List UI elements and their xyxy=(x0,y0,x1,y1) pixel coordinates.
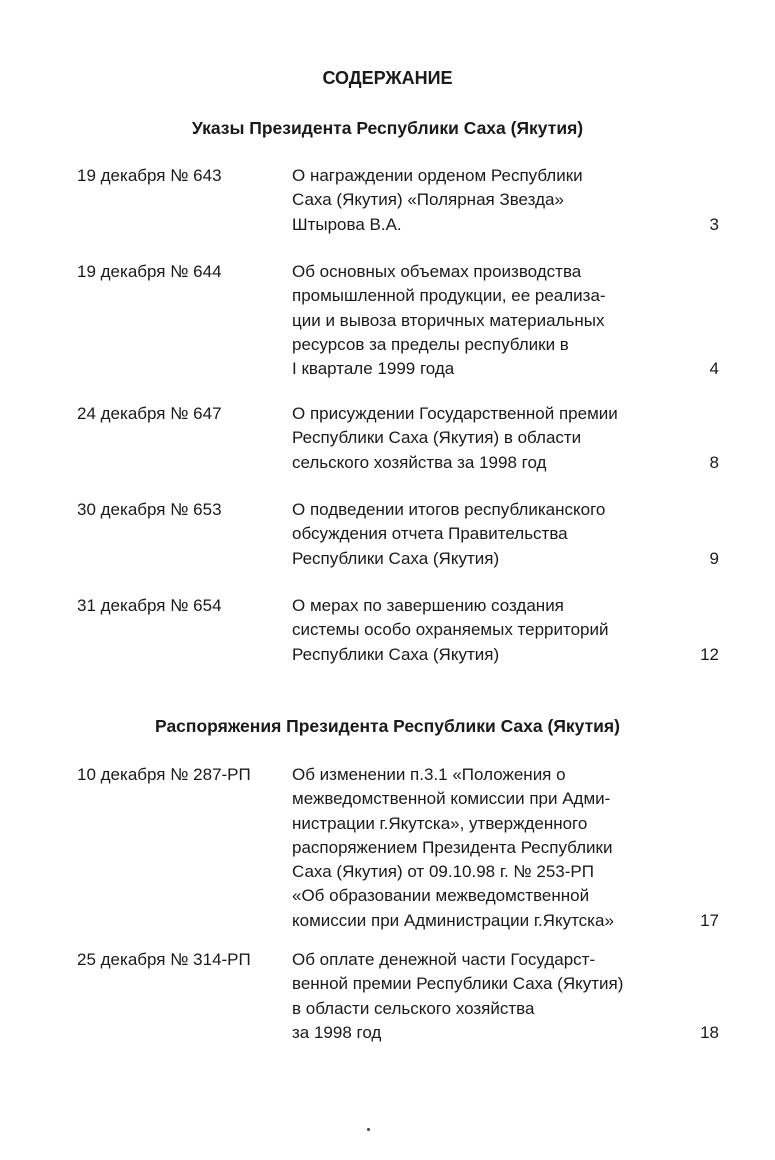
entry-title xyxy=(292,498,605,571)
entry-title-line: межведомственной комиссии при Адми- xyxy=(292,789,611,809)
entry-date: 31 декабря № 654 xyxy=(77,596,222,615)
entry-title-line: венной премии Республики Саха (Якутия) xyxy=(292,974,624,994)
entry-date: 19 декабря № 643 xyxy=(77,166,222,185)
entry-title-line: промышленной продукции, ее реализа- xyxy=(292,286,606,306)
entry-title-line: за 1998 год xyxy=(292,1022,382,1042)
entry-title-line: I квартале 1999 года xyxy=(292,359,455,379)
entry-page-number: 12 xyxy=(700,644,719,664)
entry-title-line: О награждении орденом Республики xyxy=(292,166,583,185)
entry-title xyxy=(292,763,614,933)
entry-title-line: комиссии при Администрации г.Якутска» xyxy=(292,910,614,930)
entry-title-line: Саха (Якутия) от 09.10.98 г. № 253-РП xyxy=(292,862,594,882)
page-dot xyxy=(367,1128,370,1131)
entry-date: 25 декабря № 314-РП xyxy=(77,950,251,969)
entry-title-line: в области сельского хозяйства xyxy=(292,998,535,1018)
entry-date: 24 декабря № 647 xyxy=(77,404,222,423)
entry-title xyxy=(292,948,623,1045)
entry-page-number: 8 xyxy=(709,452,719,472)
entry-page-number: 4 xyxy=(709,359,719,379)
entry-title-line: сельского хозяйства за 1998 год xyxy=(292,452,547,472)
entry-title xyxy=(292,402,618,475)
entry-title-line: О мерах по завершению создания xyxy=(292,596,564,615)
entry-title-line: Республики Саха (Якутия) в области xyxy=(292,428,582,448)
entry-page-number: 17 xyxy=(700,910,719,930)
entry-title-line: Об изменении п.3.1 «Положения о xyxy=(292,765,566,784)
entry-page-number: 18 xyxy=(700,1022,719,1042)
section-heading-decrees: Указы Президента Республики Саха (Якутия) xyxy=(191,118,584,138)
entry-title-line: Республики Саха (Якутия) xyxy=(292,644,500,664)
entry-title-line: системы особо охраняемых территорий xyxy=(292,620,609,640)
entry-title xyxy=(292,260,606,381)
toc-title: СОДЕРЖАНИЕ xyxy=(322,68,453,88)
section-heading-orders: Распоряжения Президента Республики Саха (Якутия) xyxy=(155,716,620,736)
entry-title-line: Об оплате денежной части Государст- xyxy=(292,950,596,969)
entry-title-line: Об основных объемах производства xyxy=(292,262,582,281)
entry-title-line: нистрации г.Якутска», утвержденного xyxy=(292,813,588,833)
entry-title xyxy=(292,164,583,237)
entry-title-line: О подведении итогов республиканского xyxy=(292,500,606,519)
entry-page-number: 9 xyxy=(709,548,719,568)
entry-date: 10 декабря № 287-РП xyxy=(77,765,251,784)
entry-title-line: обсуждения отчета Правительства xyxy=(292,524,568,544)
entry-title-line: Республики Саха (Якутия) xyxy=(292,548,500,568)
entry-date: 30 декабря № 653 xyxy=(77,500,222,519)
entry-title-line: Саха (Якутия) «Полярная Звезда» xyxy=(292,190,564,210)
entry-title-line: О присуждении Государственной премии xyxy=(292,404,618,423)
entry-title xyxy=(292,594,609,667)
entry-title-line: распоряжением Президента Республики xyxy=(292,837,613,857)
entry-date: 19 декабря № 644 xyxy=(77,262,222,281)
entry-page-number: 3 xyxy=(709,214,719,234)
entry-title-line: ции и вывоза вторичных материальных xyxy=(292,310,605,330)
entry-title-line: ресурсов за пределы республики в xyxy=(292,334,569,354)
entry-title-line: Штырова В.А. xyxy=(292,214,402,234)
entry-title-line: «Об образовании межведомственной xyxy=(292,886,590,906)
